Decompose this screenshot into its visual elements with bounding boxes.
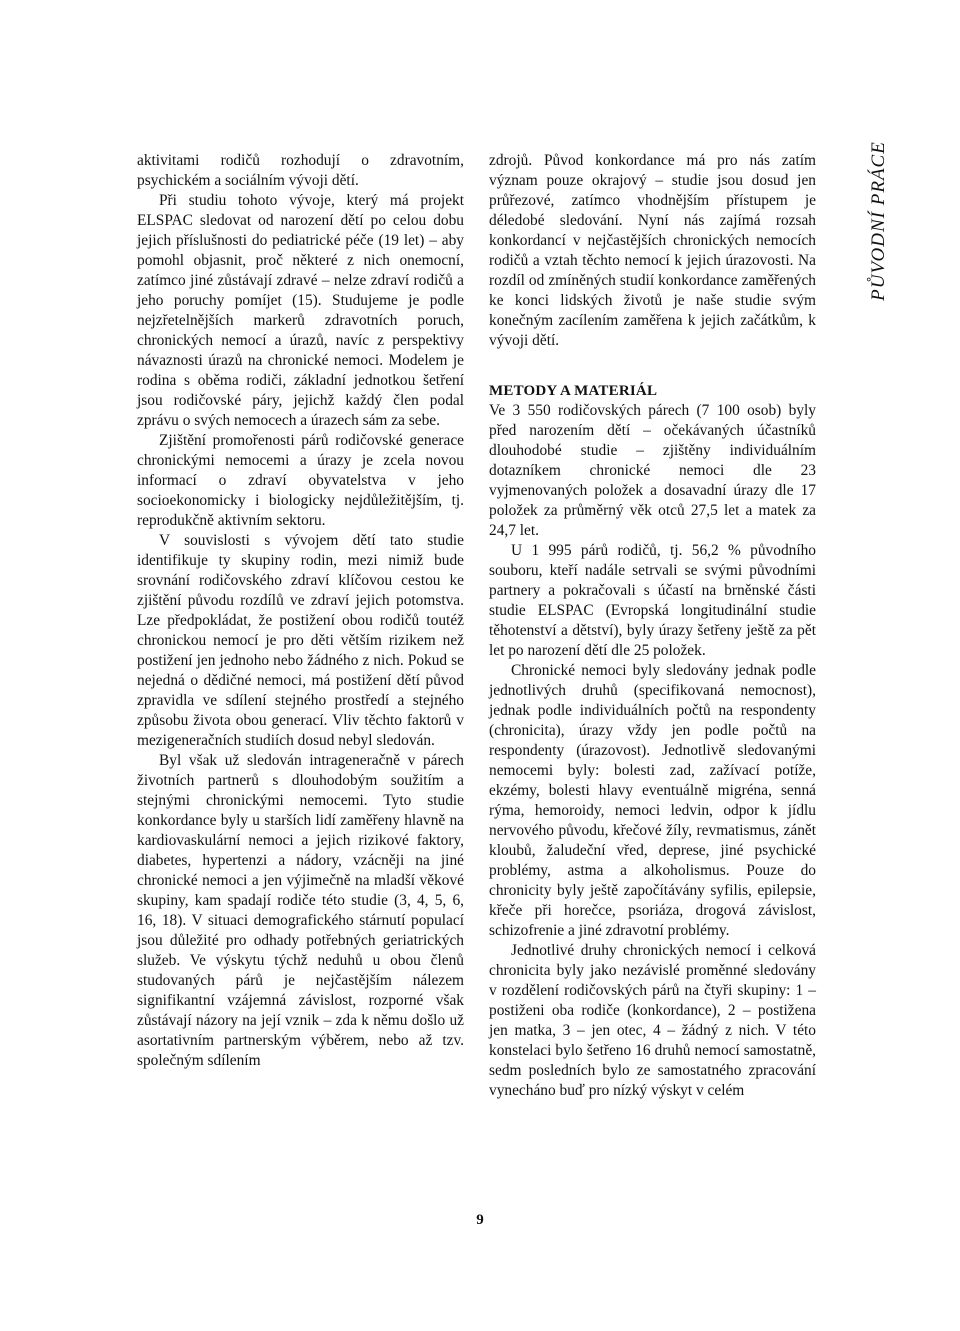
left-column [137,151,464,1071]
paragraph-continuation: zdrojů. Původ konkordance má pro nás zatím význam pouze okrajový – studie jsou dosud jen průřezové, zatímco vhodnějším přístupem je déledobé sledování. Nyní nás zajímá rozsah konkordancí v nejčastějších chronických nemocích rodičů a vztah těchto nemocí k jejich úrazovosti. Na rozdíl od zmíněných studií konkordance zaměřených ke konci lidských životů je naše studie svým konečným zacílením zaměřena k jejich začátkům, k vývoji dětí. [489,152,816,349]
right-column [489,151,816,1101]
paragraph: Ve 3 550 rodičovských párech (7 100 osob) byly před narozením dětí – očekávaných účastníků dlouhodobé studie – zjištěny individuálním dotazníkem chronické nemoci dle 23 vyjmenovaných položek a dosavadní úrazy dle 17 položek za průměrný věk otců 27,5 let a matek za 24,7 let. [489,402,816,539]
paragraph: Chronické nemoci byly sledovány jednak podle jednotlivých druhů (specifikovaná nemocnost), jednak podle individuálních počtů na respondenty (chronicita), úrazy vždy jen podle počtů na respondenty (úrazovost). Jednotlivě sledovanými nemocemi byly: bolesti zad, zažívací potíže, ekzémy, bolesti hlavy eventuálně migréna, senná rýma, hemoroidy, nemoci ledvin, odpor k jídlu nervového původu, křečové žíly, revmatismus, zánět kloubů, žaludeční vřed, deprese, jiné psychické problémy, astma a alkoholismus. Pouze do chronicity byly ještě započítávány syfilis, epilepsie, křeče při horečce, psoriáza, drogová závislost, schizofrenie a jiné zdravotní problémy. [489,662,816,939]
paragraph: Při studiu tohoto vývoje, který má projekt ELSPAC sledovat od narození dětí po celou dobu jejich příslušnosti do pediatrické péče (19 let) – aby pomohl objasnit, proč některé z nich onemocní, zatímco jiné zůstávají zdravé – nelze zdraví rodičů a jeho poruchy pomíjet (15). Studujeme je podle nejzřetelnějších markerů zdravotních poruch, chronických nemocí a úrazů, navíc z perspektivy návaznosti úrazů na chronické nemoci. Modelem je rodina s oběma rodiči, základní jednotkou šetření jsou rodičovské páry, jejichž každý člen podal zprávu o svých nemocech a úrazech sám za sebe. [137,192,464,429]
paragraph: V souvislosti s vývojem dětí tato studie identifikuje ty skupiny rodin, mezi nimiž bude srovnání rodičovského zdraví klíčovou cestou ke zjištění původu rozdílů ve zdraví jejich potomstva. Lze předpokládat, že postižení obou rodičů toutéž chronickou nemocí je pro děti větším rizikem než postižení jen jednoho nebo žádného z nich. Pokud se nejedná o dědičné nemoci, má postižení dětí původ zpravidla ve sdílení stejného prostředí a stejného způsobu života obou generací. Vliv těchto faktorů v mezigeneračních studiích dosud nebyl sledován. [137,532,464,749]
paragraph-continuation: aktivitami rodičů rozhodují o zdravotním, psychickém a sociálním vývoji dětí. [137,152,464,189]
section-side-label-text: PŮVODNÍ PRÁCE [868,141,889,301]
paragraph: Zjištění promořenosti párů rodičovské generace chronickými nemocemi a úrazy je zcela novou informací o zdraví obyvatelstva v jeho socioekonomicky i biologicky nejdůležitějším, tj. reprodukčně aktivním sektoru. [137,432,464,529]
paragraph: Jednotlivé druhy chronických nemocí i celková chronicita byly jako nezávislé proměnné sledovány v rozdělení rodičovských párů na čtyři skupiny: 1 – postiženi oba rodiče (konkordance), 2 – postižena jen matka, 3 – jen otec, 4 – žádný z nich. V této konstelaci bylo šetřeno 16 druhů nemocí samostatně, sedm posledních bylo ze samostatného zpracování vynecháno buď pro nízký výskyt v celém [489,942,816,1099]
paragraph: U 1 995 párů rodičů, tj. 56,2 % původního souboru, kteří nadále setrvali se svými původními partnery a pokračovali s účastí na brněnské části studie ELSPAC (Evropská longitudinální studie těhotenství a dětství), byly úrazy šetřeny ještě za pět let po narození dětí dle 25 položek. [489,542,816,659]
paragraph: Byl však už sledován intrageneračně v párech životních partnerů s dlouhodobým soužitím a stejnými chronickými nemocemi. Tyto studie konkordance byly u starších lidí zaměřeny hlavně na kardiovaskulární nemoci a jejich rizikové faktory, diabetes, hypertenzi a nádory, vzácněji na jiné chronické nemoci a jen výjimečně na mladší věkové skupiny, kam spadají rodiče této studie (3, 4, 5, 6, 16, 18). V situaci demografického stárnutí populací jsou důležité pro odhady potřebných geriatrických služeb. Ve výskytu týchž neduhů u obou členů studovaných párů je nejčastějším nálezem signifikantní vzájemná závislost, rozporné však zůstávají názory na její vznik – zda k němu došlo už asortativním partnerským výběrem, nebo až tzv. společným sdílením [137,752,464,1069]
page-number: 9 [476,1212,484,1228]
section-heading: METODY A MATERIÁL [489,383,658,399]
section-side-label [862,141,896,301]
